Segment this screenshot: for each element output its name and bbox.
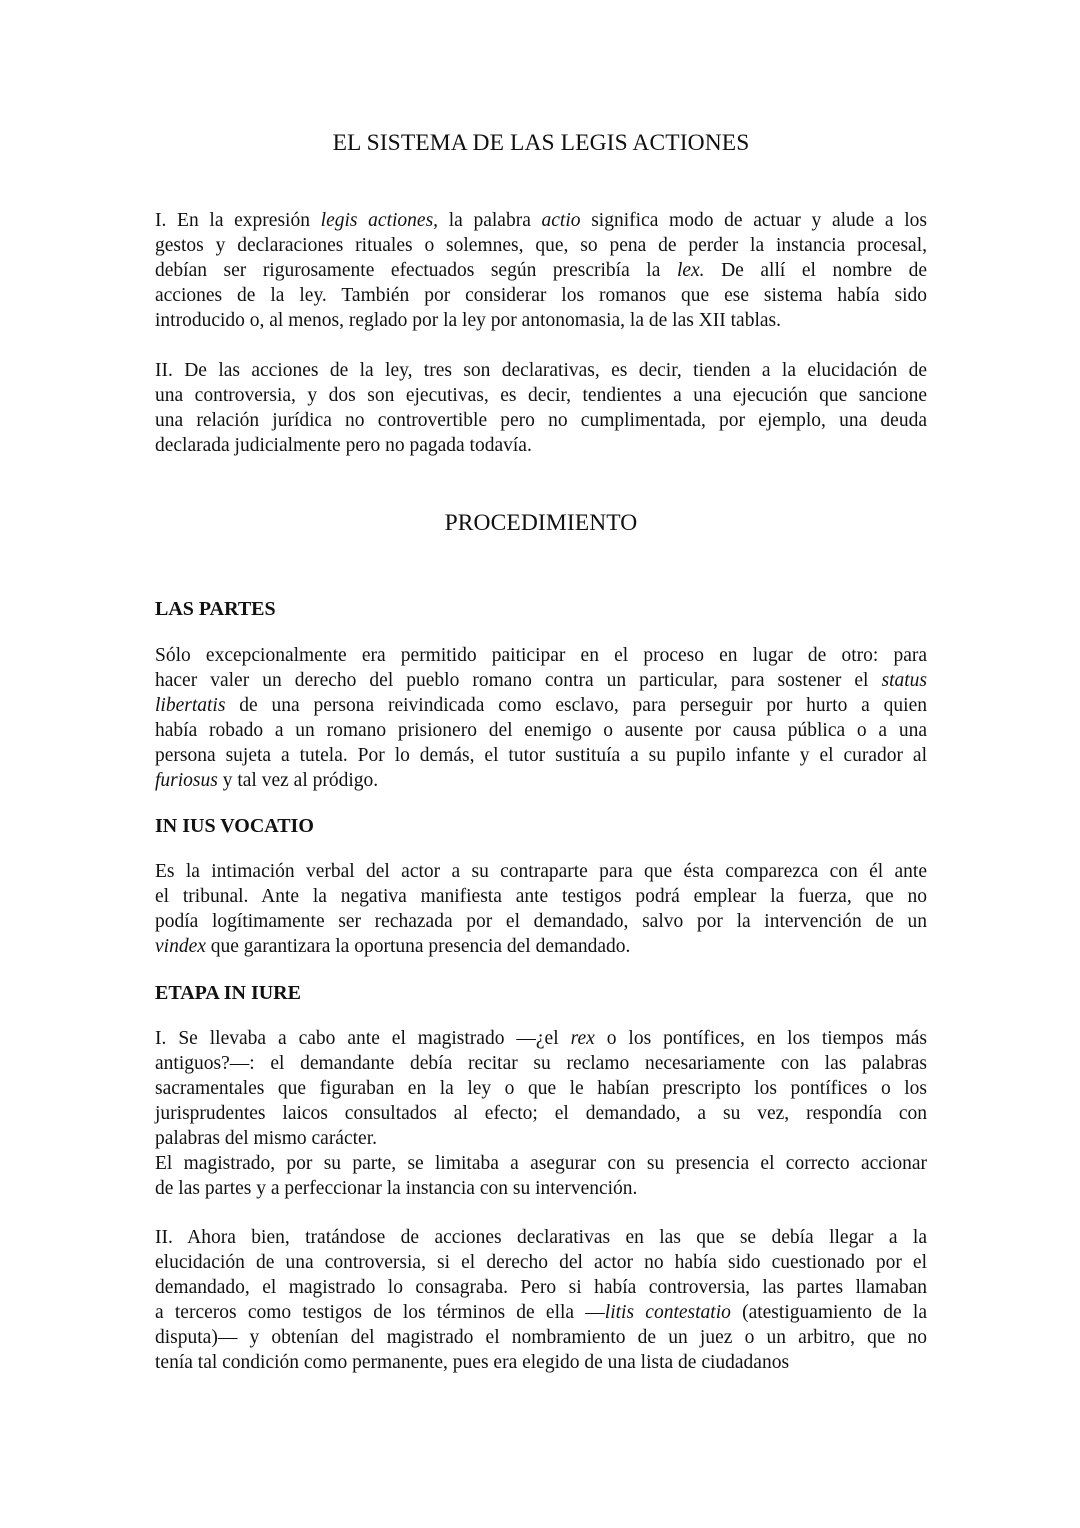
text-run: persona sujeta a tutela. Por lo demás, el tutor sustituía a su pupilo infante y el curador al [155, 745, 927, 766]
italic-text: actio [541, 210, 581, 231]
text-line [155, 1051, 927, 1076]
text-line [155, 1151, 927, 1176]
text-run: disputa)— y obtenían del magistrado el nombramiento de un juez o un arbitro, que no [155, 1327, 927, 1348]
intro-paragraph-1 [155, 208, 927, 333]
text-line [155, 1275, 927, 1300]
text-run: I. Se llevaba a cabo ante el magistrado —¿el [155, 1028, 571, 1049]
heading-etapa-in-iure: ETAPA IN IURE [155, 982, 301, 1004]
text-line [155, 358, 927, 383]
text-run: elucidación de una controversia, si el derecho del actor no había sido cuestionado por el [155, 1252, 927, 1273]
text-line [155, 859, 927, 884]
text-run: o los pontífices, en los tiempos más [594, 1028, 927, 1049]
etapa-in-iure-paragraph-1 [155, 1026, 927, 1151]
text-line [155, 909, 927, 934]
text-line [155, 884, 927, 909]
text-run: sacramentales que figuraban en la ley o que le habían prescripto los pontífices o los [155, 1078, 927, 1099]
text-line [155, 208, 927, 233]
text-line [155, 408, 927, 433]
text-run: una relación jurídica no controvertible pero no cumplimentada, por ejemplo, una deuda [155, 410, 927, 431]
text-run: (atestiguamiento de la [730, 1302, 927, 1323]
text-run: había robado a un romano prisionero del enemigo o ausente por causa pública o a una [155, 720, 927, 741]
text-run: el tribunal. Ante la negativa manifiesta ante testigos podrá emplear la fuerza, que no [155, 886, 927, 907]
text-run: la palabra [438, 210, 542, 231]
text-line [155, 1300, 927, 1325]
text-run: El magistrado, por su parte, se limitaba a asegurar con su presencia el correcto accionar [155, 1153, 927, 1174]
text-run: podía logítimamente ser rechazada por el demandado, salvo por la intervención de un [155, 911, 927, 932]
text-run: demandado, el magistrado lo consagraba. Pero si había controversia, las partes llamaban [155, 1277, 927, 1298]
text-run: II. De las acciones de la ley, tres son declarativas, es decir, tienden a la elucidación de [155, 360, 927, 381]
text-run: hacer valer un derecho del pueblo romano contra un particular, para sostener el [155, 670, 882, 691]
text-line [155, 1101, 927, 1126]
text-line [155, 308, 927, 333]
las-partes-paragraph [155, 643, 927, 793]
italic-text: libertatis [155, 695, 226, 716]
text-line [155, 1325, 927, 1350]
text-run: declarada judicialmente pero no pagada todavía. [155, 435, 532, 456]
text-line [155, 1176, 927, 1201]
text-run: I. En la expresión [155, 210, 321, 231]
italic-text: status [881, 670, 927, 691]
etapa-in-iure-paragraph-2 [155, 1151, 927, 1201]
text-run: de una persona reivindicada como esclavo, para perseguir por hurto a quien [225, 695, 927, 716]
text-run: Sólo excepcionalmente era permitido paiticipar en el proceso en lugar de otro: para [155, 645, 927, 666]
text-run: Es la intimación verbal del actor a su contraparte para que ésta comparezca con él ante [155, 861, 927, 882]
text-line [155, 718, 927, 743]
etapa-in-iure-paragraph-3 [155, 1225, 927, 1375]
heading-las-partes: LAS PARTES [155, 598, 276, 620]
italic-text: lex. [676, 260, 705, 281]
text-line [155, 433, 927, 458]
text-run: palabras del mismo carácter. [155, 1128, 377, 1149]
italic-text: vindex [155, 936, 206, 957]
italic-text: furiosus [155, 770, 218, 791]
text-line [155, 283, 927, 308]
text-line [155, 643, 927, 668]
text-run: debían ser rigurosamente efectuados según prescribía la [155, 260, 677, 281]
text-run: que garantizara la oportuna presencia del demandado. [205, 936, 631, 957]
text-run: acciones de la ley. También por considerar los romanos que ese sistema había sido [155, 285, 927, 306]
text-line [155, 258, 927, 283]
text-run: significa modo de actuar y alude a los [580, 210, 927, 231]
in-ius-vocatio-paragraph [155, 859, 927, 959]
text-run: De allí el nombre de [704, 260, 927, 281]
text-line [155, 1225, 927, 1250]
text-run: una controversia, y dos son ejecutivas, es decir, tendientes a una ejecución que sancione [155, 385, 927, 406]
text-line [155, 1250, 927, 1275]
italic-text: litis contestatio [604, 1302, 731, 1323]
text-line [155, 934, 927, 959]
intro-paragraph-2 [155, 358, 927, 458]
text-run: de las partes y a perfeccionar la instancia con su intervención. [155, 1178, 638, 1199]
text-run: gestos y declaraciones rituales o solemnes, que, so pena de perder la instancia procesal, [155, 235, 927, 256]
text-run: II. Ahora bien, tratándose de acciones declarativas en las que se debía llegar a la [155, 1227, 927, 1248]
text-run: y tal vez al pródigo. [217, 770, 379, 791]
text-line [155, 1350, 927, 1375]
text-line [155, 668, 927, 693]
text-line [155, 768, 927, 793]
text-run: a terceros como testigos de los términos de ella — [155, 1302, 605, 1323]
italic-text: rex [570, 1028, 595, 1049]
text-run: jurisprudentes laicos consultados al efecto; el demandado, a su vez, respondía con [155, 1103, 927, 1124]
heading-in-ius-vocatio: IN IUS VOCATIO [155, 815, 314, 837]
italic-text: legis actiones, [320, 210, 439, 231]
text-line [155, 693, 927, 718]
text-run: introducido o, al menos, reglado por la ley por antonomasia, la de las XII tablas. [155, 310, 781, 331]
text-line [155, 383, 927, 408]
text-line [155, 233, 927, 258]
text-run: tenía tal condición como permanente, pues era elegido de una lista de ciudadanos [155, 1352, 790, 1373]
text-line [155, 1026, 927, 1051]
text-line [155, 1126, 927, 1151]
text-line [155, 1076, 927, 1101]
text-line [155, 743, 927, 768]
section-title: PROCEDIMIENTO [444, 510, 638, 536]
document-title: EL SISTEMA DE LAS LEGIS ACTIONES [332, 130, 750, 156]
text-run: antiguos?—: el demandante debía recitar su reclamo necesariamente con las palabras [155, 1053, 927, 1074]
